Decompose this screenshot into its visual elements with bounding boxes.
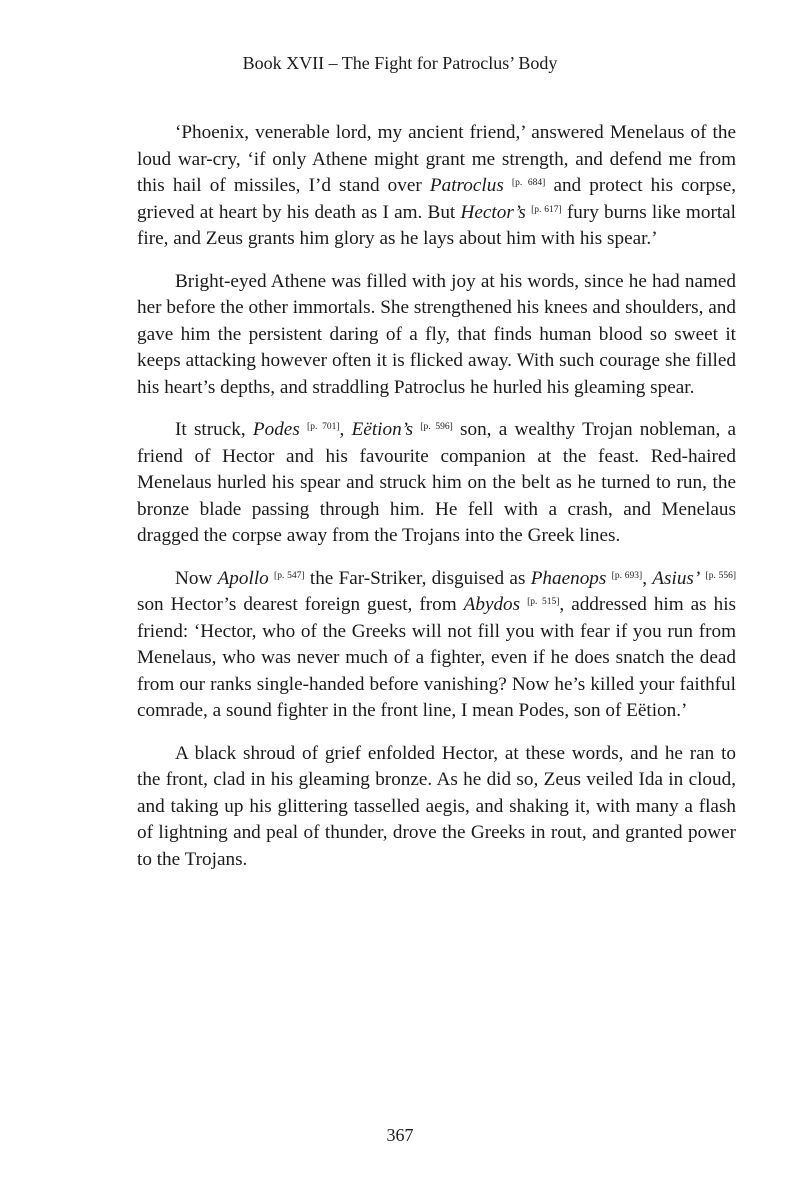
text-run: son, a wealthy Trojan nobleman, a friend of Hector and his favourite companion at the feast. Red-haired Menelaus hurled his spear and struck him on the belt as he turned to run, the bronze blade passing through him. He fell with a crash, and Menelaus dragged the corpse away from the Trojans into the Greek lines.: [137, 419, 737, 546]
proper-name: Abydos: [463, 594, 521, 615]
page-number: 367: [386, 1125, 414, 1145]
paragraph: [137, 269, 736, 402]
text-run: [504, 175, 512, 196]
text-run: A black shroud of grief enfolded Hector, at these words, and he ran to the front, clad in his gleaming bronze. As he did so, Zeus veiled Ida in cloud, and taking up his glittering tasselled aegis, and shaking it, with many a flash of lightning and peal of thunder, drove the Greeks in rout, and granted power to the Trojans.: [137, 742, 736, 870]
text-run: Bright-eyed Athene was filled with joy at his words, since he had named her before the other immortals. She strengthened his knees and shoulders, and gave him the persistent daring of a fly, that finds human blood so sweet it keeps attacking however often it is flicked away. With such courage she filled his heart’s depths, and straddling Patroclus he hurled his gleaming spear.: [137, 270, 736, 398]
page-reference[interactable]: [p. 701]: [307, 422, 340, 432]
page-reference[interactable]: [p. 617]: [531, 204, 562, 215]
page-reference[interactable]: [p. 556]: [705, 570, 737, 581]
text-run: son Hector’s dearest foreign guest, from: [137, 594, 464, 615]
proper-name: Phaenops: [530, 567, 607, 589]
text-run: ,: [339, 419, 352, 440]
page-reference[interactable]: [p. 684]: [511, 178, 546, 188]
paragraph: [137, 120, 736, 253]
text-run: and protect his corpse, grieved at heart by his death as I am. But: [137, 175, 737, 223]
page-reference[interactable]: [p. 693]: [611, 570, 643, 581]
proper-name: Eëtion’s: [351, 419, 414, 440]
text-run: Now: [175, 567, 218, 589]
proper-name: Podes: [252, 419, 300, 440]
paragraph: [137, 566, 736, 725]
page-reference[interactable]: [p. 596]: [420, 422, 453, 432]
proper-name: Patroclus: [429, 175, 504, 196]
page-reference[interactable]: [p. 547]: [274, 570, 305, 581]
proper-name: Apollo: [217, 567, 269, 589]
text-run: It struck,: [175, 419, 253, 440]
text-run: , addressed him as his friend: ‘Hector, who of the Greeks will not fill you with fear if you run from Menelaus, who was never much of a fighter, even if he does snatch the dead from our ranks single-handed before vanishing? Now he’s killed your faithful comrade, a sound fighter in the front line, I mean Podes, son of Eëtion.’: [137, 594, 737, 721]
running-header: Book XVII – The Fight for Patroclus’ Body: [242, 53, 558, 73]
text-run: fury burns like mortal fire, and Zeus grants him glory as he lays about him with his spear.’: [137, 201, 737, 249]
text-run: [300, 419, 307, 440]
text-run: the Far-Striker, disguised as: [304, 567, 531, 589]
text-run: ‘Phoenix, venerable lord, my ancient friend,’ answered Menelaus of the loud war-cry, ‘if only Athene might grant me strength, and defend me from this hail of missiles, I’d stand over: [137, 122, 736, 196]
paragraph: [137, 741, 736, 874]
page-body: [137, 120, 736, 889]
proper-name: Hector’s: [460, 201, 526, 223]
text-run: ,: [642, 567, 653, 589]
proper-name: Asius’: [652, 567, 701, 589]
paragraph: [137, 417, 736, 550]
page-reference[interactable]: [p. 515]: [527, 597, 560, 607]
